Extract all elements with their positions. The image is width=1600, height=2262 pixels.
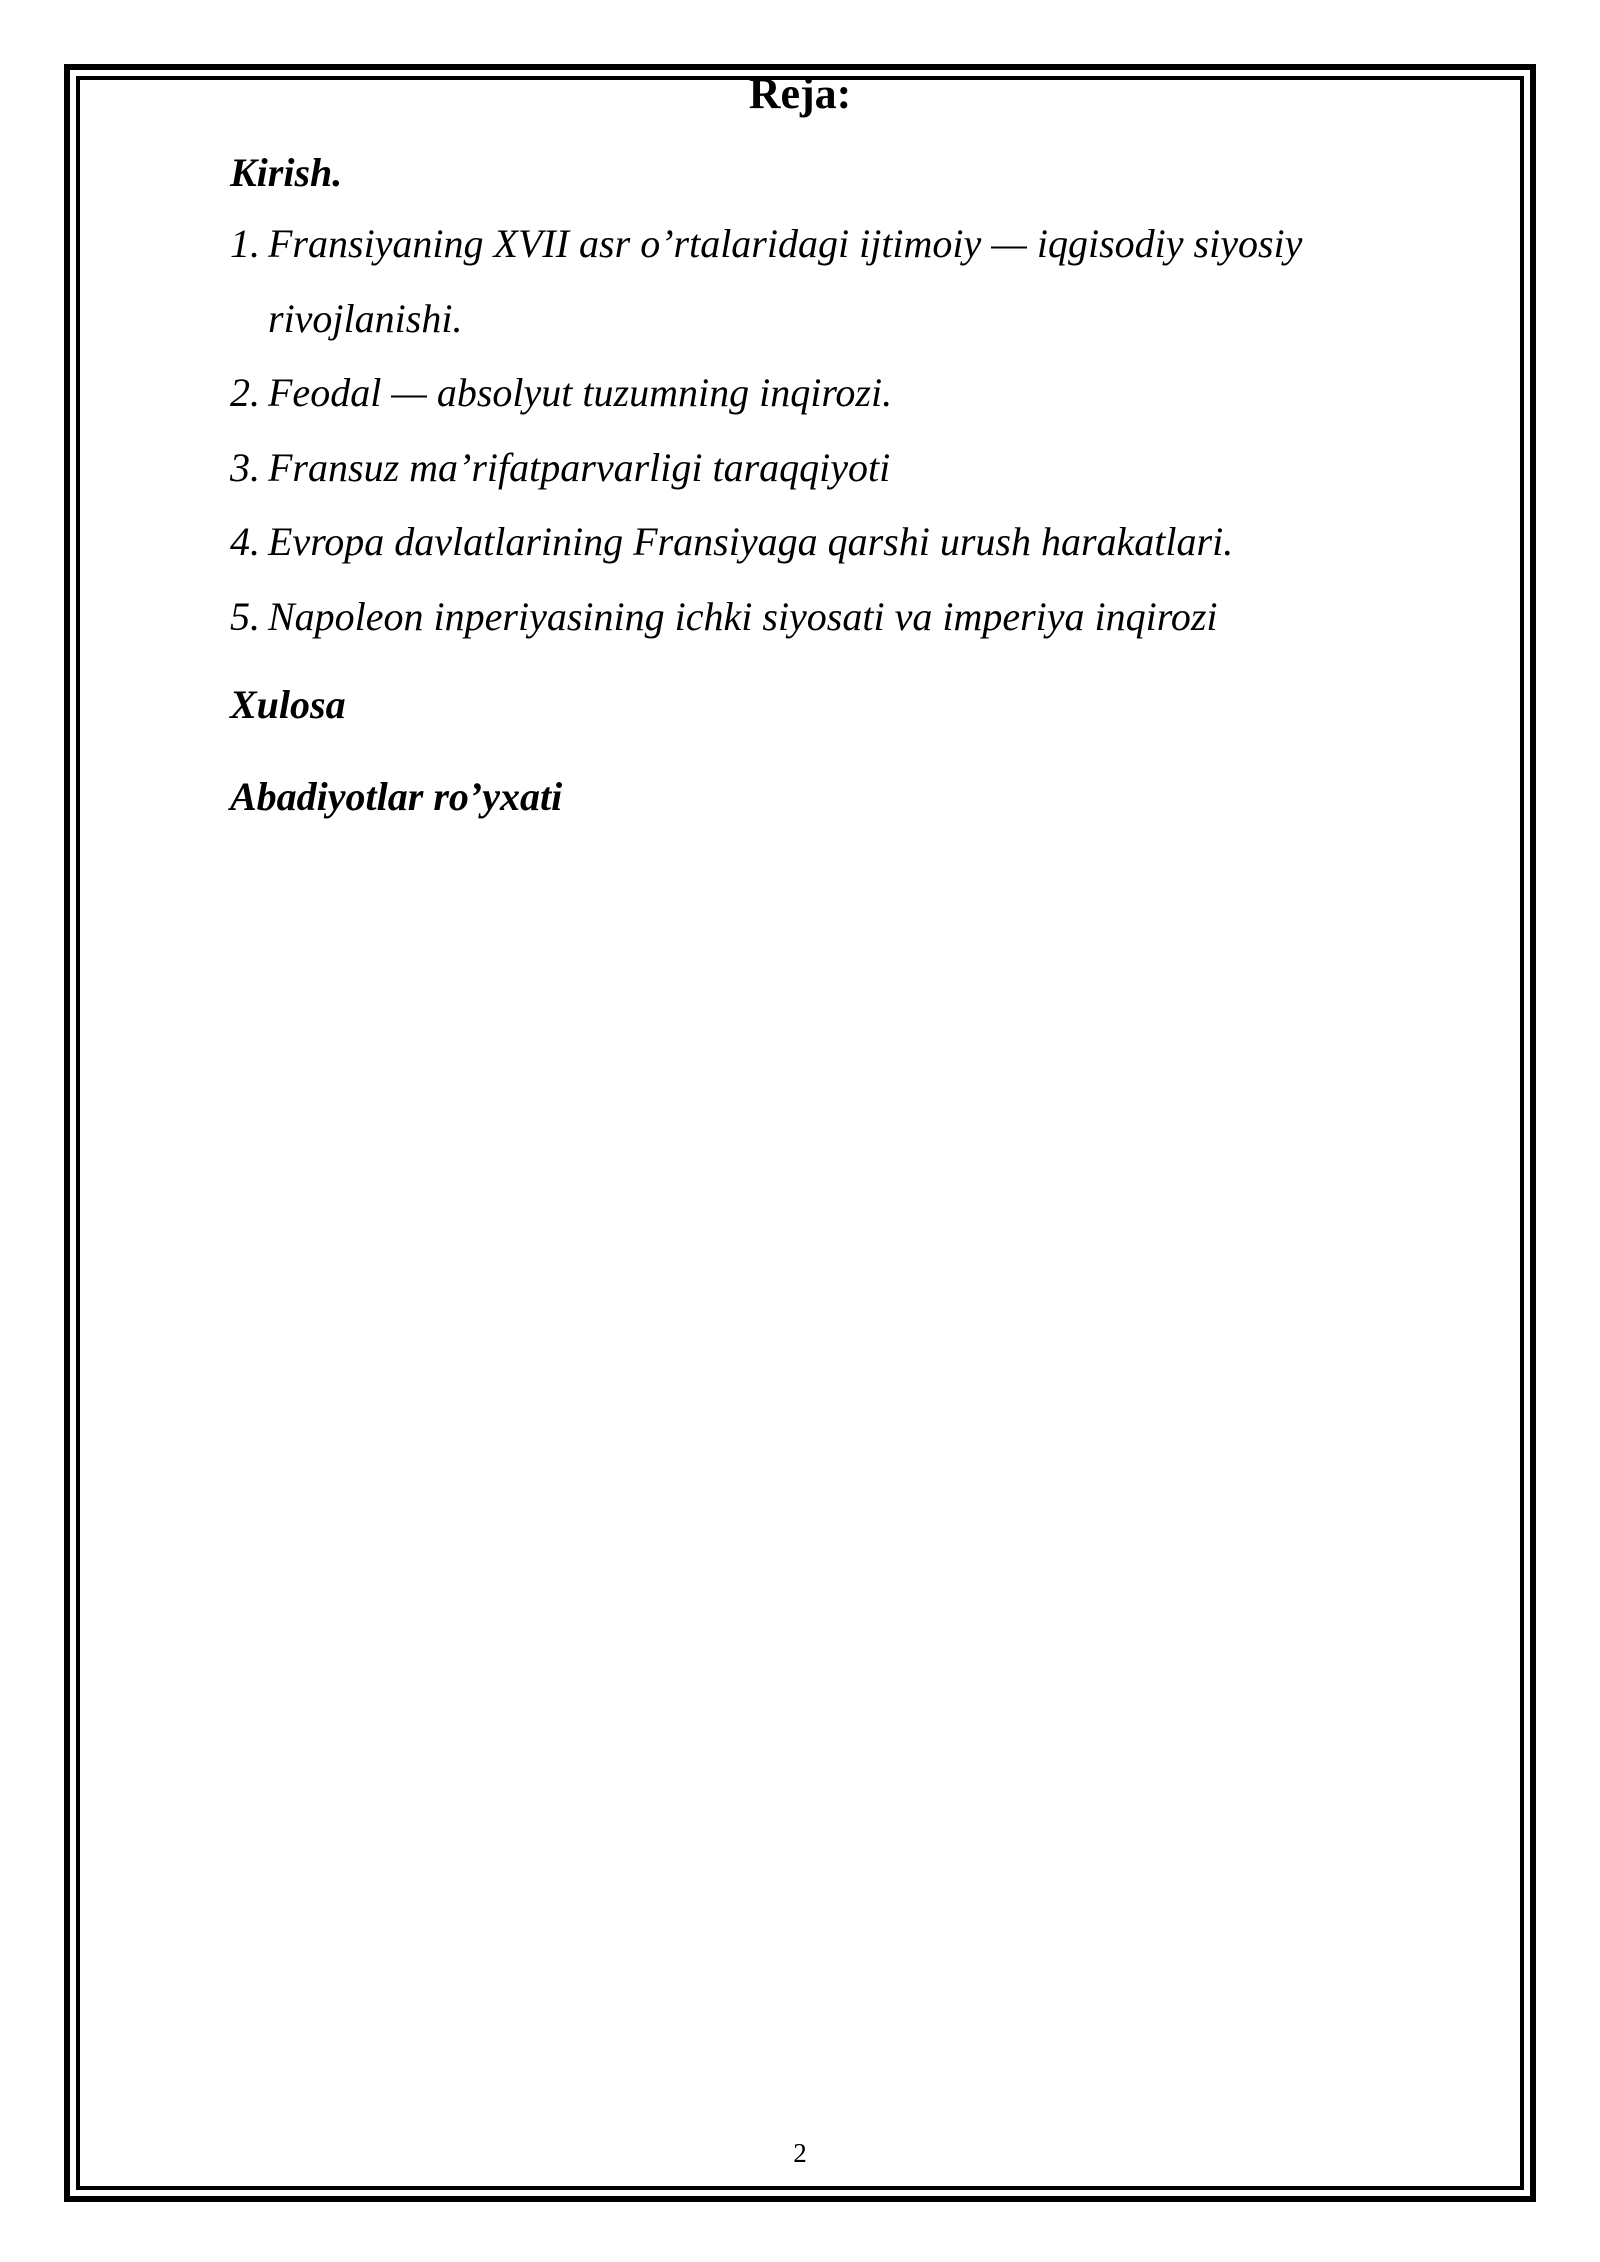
intro-heading: Kirish.	[230, 150, 343, 195]
plan-item-2	[230, 356, 1430, 431]
page-title: Reja:	[748, 69, 852, 118]
plan-item-number: 5.	[230, 593, 260, 639]
plan-item-1	[230, 207, 1430, 356]
plan-item-text: Fransuz ma’rifatparvarligi taraqqiyoti	[268, 444, 891, 490]
plan-item-number: 4.	[230, 519, 260, 564]
plan-item-text: Feodal — absolyut tuzumning inqirozi.	[268, 370, 893, 415]
plan-item-number: 1.	[230, 221, 260, 266]
references-heading: Abadiyotlar ro’yxati	[230, 774, 563, 819]
plan-item-4	[230, 505, 1430, 580]
plan-content	[230, 148, 1430, 822]
plan-item-3	[230, 431, 1430, 506]
plan-item-text: Napoleon inperiyasining ichki siyosati va imperiya inqirozi	[268, 593, 1218, 639]
plan-list	[230, 207, 1430, 654]
plan-item-text: Fransiyaning XVII asr o’rtalaridagi ijtimoiy — iqgisodiy siyosiy rivojlanishi.	[268, 221, 1303, 341]
plan-item-number: 3.	[230, 444, 260, 490]
plan-item-5	[230, 580, 1430, 655]
conclusion-heading: Xulosa	[230, 682, 346, 727]
plan-item-text: Evropa davlatlarining Fransiyaga qarshi urush harakatlari.	[268, 519, 1234, 564]
page-number: 2	[793, 2138, 807, 2168]
plan-item-number: 2.	[230, 370, 260, 415]
